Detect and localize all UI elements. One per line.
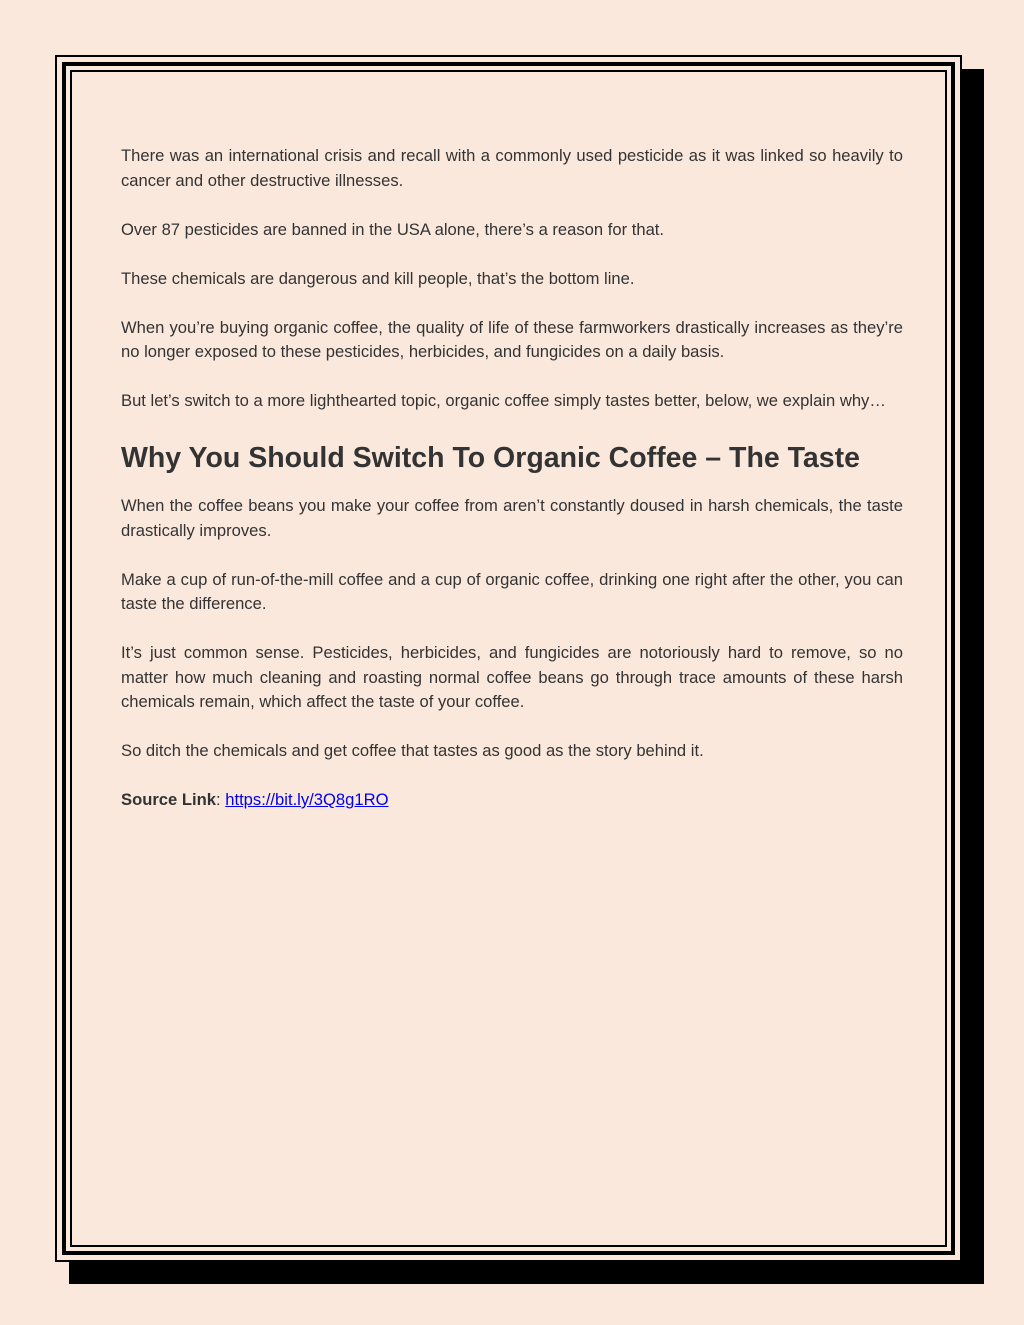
paragraph-common-sense: It’s just common sense. Pesticides, herbicides, and fungicides are notoriously hard to remove, so no matter how much cleaning and roasting normal coffee beans go through trace amounts of these harsh chemicals remain, which affect the taste of your coffee.: [121, 643, 903, 711]
section-heading: Why You Should Switch To Organic Coffee – The Taste: [121, 442, 860, 474]
source-line: [121, 788, 903, 813]
paragraph-pesticide-recall: There was an international crisis and recall with a commonly used pesticide as it was linked so heavily to cancer and other destructive illnesses.: [121, 146, 903, 190]
source-separator: :: [215, 790, 221, 809]
paragraph-ditch-chemicals: So ditch the chemicals and get coffee that tastes as good as the story behind it.: [121, 741, 704, 760]
source-link[interactable]: https://bit.ly/3Q8g1RO: [225, 790, 389, 809]
document-body: [121, 144, 903, 837]
paragraph-farmworkers: When you’re buying organic coffee, the quality of life of these farmworkers drastically increases as they’re no longer exposed to these pesticides, herbicides, and fungicides on a daily basis.: [121, 317, 903, 361]
paragraph-banned-pesticides: Over 87 pesticides are banned in the USA alone, there’s a reason for that.: [121, 219, 665, 239]
source-label: Source Link: [121, 790, 216, 809]
paragraph-taste-improves: When the coffee beans you make your coffee from aren’t constantly doused in harsh chemicals, the taste drastically improves.: [121, 496, 903, 540]
paragraph-taste-difference: Make a cup of run-of-the-mill coffee and a cup of organic coffee, drinking one right after the other, you can taste the difference.: [121, 569, 903, 613]
paragraph-dangerous-chemicals: These chemicals are dangerous and kill people, that’s the bottom line.: [121, 268, 635, 288]
paragraph-lighthearted-topic: But let’s switch to a more lighthearted topic, organic coffee simply tastes better, below, we explain why…: [121, 391, 886, 410]
